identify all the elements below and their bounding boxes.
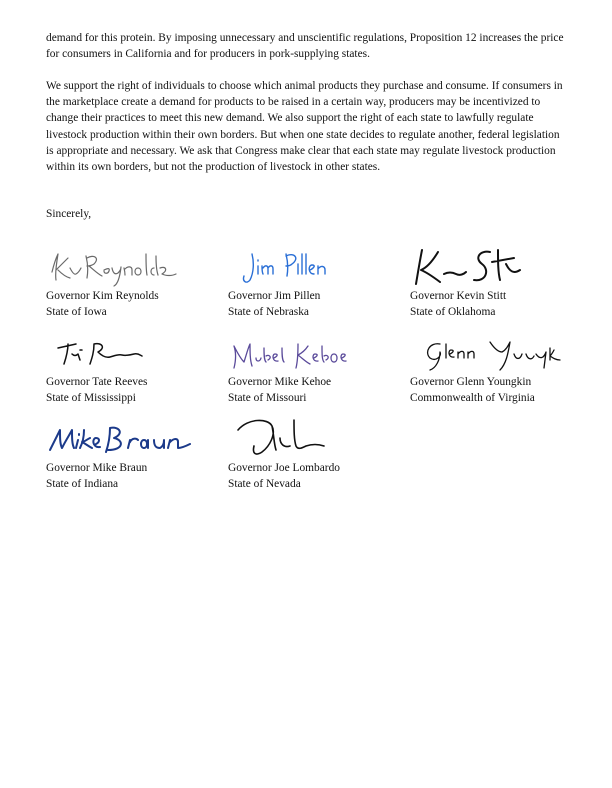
- signature-mike-braun-icon: [46, 416, 206, 460]
- signatory-name: Governor Glenn Youngkin: [410, 376, 532, 388]
- signatory-state: State of Mississippi: [46, 392, 136, 404]
- signatory-state: State of Nevada: [228, 478, 301, 490]
- signature-block-braun: [46, 416, 226, 492]
- signatory-state: State of Indiana: [46, 478, 119, 490]
- signatory-state: State of Iowa: [46, 306, 107, 318]
- signature-block-kehoe: [228, 330, 408, 406]
- signatory-state: State of Missouri: [228, 392, 307, 404]
- signatory-state: State of Nebraska: [228, 306, 309, 318]
- signature-tate-reeves-icon: [46, 330, 206, 374]
- signatory-state: Commonwealth of Virginia: [410, 392, 535, 404]
- signature-glenn-youngkin-icon: [410, 330, 570, 374]
- body-paragraph-1: demand for this protein. By imposing unnecessary and unscientific regulations, Proposition 12 increases the price for consumers in California and for producers in pork-supplying states.: [46, 32, 564, 61]
- signatory-name: Governor Mike Braun: [46, 462, 148, 474]
- signatory-name: Governor Tate Reeves: [46, 376, 148, 388]
- closing-salutation: Sincerely,: [46, 208, 92, 220]
- signatory-name: Governor Jim Pillen: [228, 290, 321, 302]
- signatory-name: Governor Kim Reynolds: [46, 290, 159, 302]
- signature-kim-reynolds-icon: [46, 244, 206, 288]
- signature-block-youngkin: [410, 330, 590, 406]
- body-paragraph-2: We support the right of individuals to choose which animal products they purchase and consume. If consumers in the marketplace create a demand for products to be raised in a certain way, producers may be incentivized to change their practices to meet this new demand. We also support the right of each state to lawfully regulate livestock production within their own borders. But when one state decides to regulate another, federal legislation is appropriate and necessary. We ask that Congress make clear that each state may regulate livestock production within its own borders, but not the production of livestock in other states.: [46, 80, 563, 174]
- signatory-name: Governor Joe Lombardo: [228, 462, 340, 474]
- signature-jim-pillen-icon: [228, 244, 388, 288]
- signature-mike-kehoe-icon: [228, 330, 388, 374]
- signature-block-stitt: [410, 244, 590, 320]
- signature-block-reeves: [46, 330, 226, 406]
- signature-kevin-stitt-icon: [410, 244, 570, 288]
- signature-block-pillen: [228, 244, 408, 320]
- signature-joe-lombardo-icon: [228, 416, 388, 460]
- signatory-name: Governor Mike Kehoe: [228, 376, 332, 388]
- signatory-state: State of Oklahoma: [410, 306, 496, 318]
- signature-block-reynolds: [46, 244, 226, 320]
- signature-block-lombardo: [228, 416, 408, 492]
- signatory-name: Governor Kevin Stitt: [410, 290, 507, 302]
